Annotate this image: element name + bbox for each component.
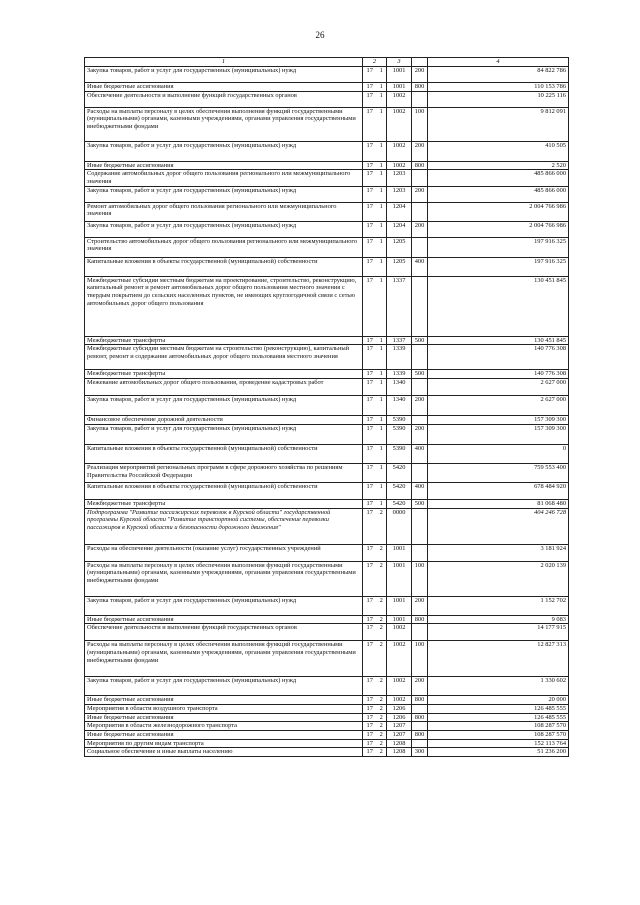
row-expense-type: [412, 463, 428, 482]
row-section: 17: [363, 544, 377, 561]
row-name: Межевание автомобильных дорог общего пользования, проведение кадастровых работ: [85, 379, 363, 396]
row-target-article: 1206: [387, 713, 412, 722]
row-subsection: 1: [377, 221, 387, 237]
table-row: [85, 186, 569, 202]
row-subsection: 2: [377, 561, 387, 596]
row-expense-type: [412, 170, 428, 186]
row-expense-type: [412, 416, 428, 425]
row-name: Закупка товаров, работ и услуг для государственных (муниципальных) нужд: [85, 67, 363, 83]
table-row: [85, 370, 569, 379]
row-target-article: 1002: [387, 696, 412, 705]
row-amount: 759 553 400: [428, 463, 569, 482]
row-expense-type: [412, 508, 428, 544]
row-subsection: 2: [377, 739, 387, 748]
row-target-article: 1339: [387, 370, 412, 379]
row-name: Закупка товаров, работ и услуг для государственных (муниципальных) нужд: [85, 186, 363, 202]
table-row: [85, 561, 569, 596]
row-expense-type: [412, 624, 428, 641]
row-target-article: 1205: [387, 257, 412, 276]
row-amount: 126 485 555: [428, 704, 569, 713]
row-section: 17: [363, 83, 377, 92]
row-name: Межбюджетные субсидии местным бюджетам на проектирование, строительство, реконструкцию, капитальный ремонт и ремонт автомобильных дорог общего пользования местного значения с твердым покрытием до сельских населенных пунктов, не имеющих круглогодичной связи с сетью автомобильных дорог общего пользования: [85, 276, 363, 336]
row-expense-type: 500: [412, 499, 428, 508]
row-target-article: 5420: [387, 499, 412, 508]
row-target-article: 1002: [387, 107, 412, 141]
row-section: 17: [363, 221, 377, 237]
row-subsection: 1: [377, 424, 387, 444]
row-name: Ремонт автомобильных дорог общего пользования регионального или межмуниципального значения: [85, 202, 363, 221]
row-target-article: 1340: [387, 379, 412, 396]
row-expense-type: [412, 202, 428, 221]
row-section: 17: [363, 370, 377, 379]
row-amount: 108 287 570: [428, 722, 569, 731]
row-amount: 3 181 924: [428, 544, 569, 561]
table-row: [85, 463, 569, 482]
row-target-article: 5420: [387, 463, 412, 482]
row-expense-type: 800: [412, 713, 428, 722]
row-name: Обеспечение деятельности и выполнение функций государственных органов: [85, 624, 363, 641]
row-amount: 410 505: [428, 141, 569, 161]
row-subsection: 2: [377, 641, 387, 677]
row-subsection: 1: [377, 482, 387, 499]
row-target-article: 1002: [387, 161, 412, 170]
table-row: [85, 508, 569, 544]
row-name: Расходы на выплаты персоналу в целях обеспечения выполнения функций государственными (муниципальными) органами, казенными учреждениями, органами управления государственными внебюджетными фондами: [85, 107, 363, 141]
row-expense-type: 400: [412, 257, 428, 276]
row-name: Межбюджетные трансферты: [85, 370, 363, 379]
page-number: 26: [315, 30, 325, 40]
row-section: 17: [363, 424, 377, 444]
row-target-article: 1337: [387, 276, 412, 336]
row-amount: 51 236 200: [428, 748, 569, 757]
table-row: [85, 641, 569, 677]
row-amount: 1 330 602: [428, 677, 569, 696]
row-subsection: 2: [377, 544, 387, 561]
row-section: 17: [363, 336, 377, 345]
table-row: [85, 444, 569, 463]
row-target-article: 1001: [387, 615, 412, 624]
row-section: 17: [363, 739, 377, 748]
row-target-article: 1340: [387, 396, 412, 416]
row-amount: 130 451 845: [428, 336, 569, 345]
row-amount: 485 866 000: [428, 170, 569, 186]
row-subsection: 1: [377, 444, 387, 463]
row-name: Иные бюджетные ассигнования: [85, 730, 363, 739]
row-section: 17: [363, 624, 377, 641]
row-subsection: 1: [377, 345, 387, 370]
row-expense-type: 100: [412, 561, 428, 596]
row-amount: 1 152 702: [428, 596, 569, 615]
row-subsection: 1: [377, 91, 387, 107]
row-target-article: 5390: [387, 416, 412, 425]
row-target-article: 1204: [387, 202, 412, 221]
table-row: [85, 83, 569, 92]
row-subsection: 1: [377, 186, 387, 202]
table-row: [85, 91, 569, 107]
table-row: [85, 416, 569, 425]
row-amount: 2 627 000: [428, 379, 569, 396]
row-amount: 157 309 300: [428, 416, 569, 425]
row-target-article: 1001: [387, 596, 412, 615]
table-row: [85, 615, 569, 624]
row-target-article: 1001: [387, 544, 412, 561]
table-row: [85, 170, 569, 186]
row-subsection: 1: [377, 396, 387, 416]
header-col-2: 2: [363, 58, 387, 67]
row-target-article: 1337: [387, 336, 412, 345]
row-name: Подпрограмма "Развитие пассажирских перевозок в Курской области" государственной программы Курской области "Развитие транспортной системы, обеспечение перевозки пассажиров в Курской области и безопасности дорожного движения": [85, 508, 363, 544]
row-target-article: 1207: [387, 730, 412, 739]
header-col-4: 4: [428, 58, 569, 67]
row-section: 17: [363, 91, 377, 107]
table-row: [85, 624, 569, 641]
row-expense-type: [412, 237, 428, 257]
row-section: 17: [363, 641, 377, 677]
row-subsection: 1: [377, 161, 387, 170]
header-col-3: 3: [387, 58, 412, 67]
row-subsection: 2: [377, 596, 387, 615]
row-target-article: 1207: [387, 722, 412, 731]
row-amount: 678 484 920: [428, 482, 569, 499]
row-section: 17: [363, 713, 377, 722]
row-subsection: 2: [377, 748, 387, 757]
row-section: 17: [363, 730, 377, 739]
table-row: [85, 161, 569, 170]
row-expense-type: 200: [412, 677, 428, 696]
row-target-article: 1002: [387, 677, 412, 696]
row-name: Реализация мероприятий региональных программ в сфере дорожного хозяйства по решениям Правительства Российской Федерации: [85, 463, 363, 482]
table-row: [85, 677, 569, 696]
row-section: 17: [363, 186, 377, 202]
row-section: 17: [363, 276, 377, 336]
row-amount: 12 827 313: [428, 641, 569, 677]
row-amount: 157 309 300: [428, 424, 569, 444]
row-expense-type: 800: [412, 730, 428, 739]
table-row: [85, 336, 569, 345]
row-amount: 81 068 480: [428, 499, 569, 508]
table-row: [85, 202, 569, 221]
row-section: 17: [363, 463, 377, 482]
row-amount: 126 485 555: [428, 713, 569, 722]
row-subsection: 1: [377, 83, 387, 92]
row-subsection: 2: [377, 722, 387, 731]
row-subsection: 2: [377, 713, 387, 722]
row-name: Строительство автомобильных дорог общего пользования регионального или межмуниципального значения: [85, 237, 363, 257]
row-expense-type: 200: [412, 141, 428, 161]
row-amount: 140 776 308: [428, 345, 569, 370]
row-subsection: 1: [377, 370, 387, 379]
row-section: 17: [363, 396, 377, 416]
table-row: [85, 141, 569, 161]
row-target-article: 1002: [387, 641, 412, 677]
row-subsection: 1: [377, 499, 387, 508]
row-expense-type: 800: [412, 696, 428, 705]
table-row: [85, 237, 569, 257]
row-expense-type: 300: [412, 748, 428, 757]
row-name: Иные бюджетные ассигнования: [85, 83, 363, 92]
row-subsection: 1: [377, 67, 387, 83]
row-expense-type: [412, 276, 428, 336]
row-amount: 2 004 766 986: [428, 221, 569, 237]
row-name: Закупка товаров, работ и услуг для государственных (муниципальных) нужд: [85, 396, 363, 416]
row-amount: 2 627 000: [428, 396, 569, 416]
row-name: Закупка товаров, работ и услуг для государственных (муниципальных) нужд: [85, 596, 363, 615]
row-expense-type: 800: [412, 83, 428, 92]
row-expense-type: 500: [412, 336, 428, 345]
row-subsection: 1: [377, 276, 387, 336]
row-name: Мероприятия в области воздушного транспорта: [85, 704, 363, 713]
row-name: Мероприятия в области железнодорожного транспорта: [85, 722, 363, 731]
row-amount: 404 246 728: [428, 508, 569, 544]
table-row: [85, 276, 569, 336]
row-name: Расходы на выплаты персоналу в целях обеспечения выполнения функций государственными (муниципальными) органами, казенными учреждениями, органами управления государственными внебюджетными фондами: [85, 641, 363, 677]
row-name: Иные бюджетные ассигнования: [85, 713, 363, 722]
row-section: 17: [363, 704, 377, 713]
row-target-article: 1206: [387, 704, 412, 713]
row-section: 17: [363, 161, 377, 170]
header-col-blank: [412, 58, 428, 67]
row-amount: 152 113 764: [428, 739, 569, 748]
row-name: Содержание автомобильных дорог общего пользования регионального или межмуниципального значения: [85, 170, 363, 186]
row-subsection: 2: [377, 508, 387, 544]
row-target-article: 1208: [387, 739, 412, 748]
row-amount: 110 153 786: [428, 83, 569, 92]
row-section: 17: [363, 499, 377, 508]
row-section: 17: [363, 379, 377, 396]
row-subsection: 2: [377, 615, 387, 624]
row-expense-type: 400: [412, 444, 428, 463]
row-target-article: 1204: [387, 221, 412, 237]
row-section: 17: [363, 696, 377, 705]
row-name: Капитальные вложения в объекты государственной (муниципальной) собственности: [85, 257, 363, 276]
row-section: 17: [363, 596, 377, 615]
row-amount: 0: [428, 444, 569, 463]
row-subsection: 1: [377, 170, 387, 186]
row-subsection: 1: [377, 107, 387, 141]
row-expense-type: 500: [412, 370, 428, 379]
row-expense-type: [412, 345, 428, 370]
row-section: 17: [363, 508, 377, 544]
row-amount: 9 083: [428, 615, 569, 624]
row-target-article: 1208: [387, 748, 412, 757]
row-target-article: 1001: [387, 67, 412, 83]
row-target-article: 1203: [387, 186, 412, 202]
row-expense-type: 800: [412, 161, 428, 170]
row-name: Межбюджетные трансферты: [85, 336, 363, 345]
row-name: Закупка товаров, работ и услуг для государственных (муниципальных) нужд: [85, 677, 363, 696]
row-section: 17: [363, 416, 377, 425]
table-row: [85, 739, 569, 748]
row-name: Межбюджетные трансферты: [85, 499, 363, 508]
row-amount: 197 916 325: [428, 237, 569, 257]
row-name: Капитальные вложения в объекты государственной (муниципальной) собственности: [85, 444, 363, 463]
row-name: Закупка товаров, работ и услуг для государственных (муниципальных) нужд: [85, 141, 363, 161]
row-amount: 485 866 000: [428, 186, 569, 202]
table-row: [85, 696, 569, 705]
table-row: [85, 67, 569, 83]
row-section: 17: [363, 141, 377, 161]
table-row: [85, 748, 569, 757]
row-section: 17: [363, 677, 377, 696]
row-expense-type: 100: [412, 107, 428, 141]
row-section: 17: [363, 257, 377, 276]
row-expense-type: 200: [412, 424, 428, 444]
row-target-article: 5390: [387, 444, 412, 463]
row-subsection: 1: [377, 202, 387, 221]
row-amount: 10 225 116: [428, 91, 569, 107]
row-name: Иные бюджетные ассигнования: [85, 615, 363, 624]
row-amount: 20 000: [428, 696, 569, 705]
row-expense-type: [412, 722, 428, 731]
table-row: [85, 424, 569, 444]
table-row: [85, 730, 569, 739]
row-section: 17: [363, 345, 377, 370]
row-name: Обеспечение деятельности и выполнение функций государственных органов: [85, 91, 363, 107]
row-name: Расходы на выплаты персоналу в целях обеспечения выполнения функций государственными (муниципальными) органами, казенными учреждениями, органами управления государственными внебюджетными фондами: [85, 561, 363, 596]
row-name: Межбюджетные субсидии местным бюджетам на строительство (реконструкцию), капитальный ремонт, ремонт и содержание автомобильных дорог общего пользования местного значения: [85, 345, 363, 370]
row-target-article: 0000: [387, 508, 412, 544]
row-subsection: 1: [377, 463, 387, 482]
row-amount: 2 004 766 986: [428, 202, 569, 221]
row-expense-type: [412, 544, 428, 561]
row-name: Иные бюджетные ассигнования: [85, 161, 363, 170]
row-section: 17: [363, 202, 377, 221]
row-expense-type: 100: [412, 641, 428, 677]
row-expense-type: 200: [412, 596, 428, 615]
row-subsection: 1: [377, 416, 387, 425]
row-name: Закупка товаров, работ и услуг для государственных (муниципальных) нужд: [85, 221, 363, 237]
table-row: [85, 396, 569, 416]
row-expense-type: [412, 379, 428, 396]
table-row: [85, 221, 569, 237]
row-amount: 2 520: [428, 161, 569, 170]
row-subsection: 2: [377, 677, 387, 696]
table-row: [85, 544, 569, 561]
table-row: [85, 722, 569, 731]
row-name: Закупка товаров, работ и услуг для государственных (муниципальных) нужд: [85, 424, 363, 444]
row-subsection: 1: [377, 336, 387, 345]
row-subsection: 1: [377, 257, 387, 276]
row-section: 17: [363, 615, 377, 624]
row-section: 17: [363, 170, 377, 186]
row-subsection: 2: [377, 696, 387, 705]
row-target-article: 1002: [387, 91, 412, 107]
row-amount: 140 776 308: [428, 370, 569, 379]
row-subsection: 1: [377, 141, 387, 161]
table-header: [85, 58, 569, 67]
table-row: [85, 482, 569, 499]
row-name: Капитальные вложения в объекты государственной (муниципальной) собственности: [85, 482, 363, 499]
row-target-article: 5390: [387, 424, 412, 444]
row-target-article: 1001: [387, 83, 412, 92]
table-row: [85, 345, 569, 370]
budget-table: [84, 57, 569, 757]
table-row: [85, 713, 569, 722]
row-section: 17: [363, 561, 377, 596]
row-expense-type: [412, 739, 428, 748]
row-target-article: 1002: [387, 624, 412, 641]
row-section: 17: [363, 482, 377, 499]
row-name: Расходы на обеспечение деятельности (оказание услуг) государственных учреждений: [85, 544, 363, 561]
row-section: 17: [363, 67, 377, 83]
row-expense-type: [412, 91, 428, 107]
row-section: 17: [363, 722, 377, 731]
row-section: 17: [363, 107, 377, 141]
row-name: Иные бюджетные ассигнования: [85, 696, 363, 705]
row-name: Мероприятия по другим видам транспорта: [85, 739, 363, 748]
table-row: [85, 596, 569, 615]
header-col-1: 1: [85, 58, 363, 67]
row-expense-type: 200: [412, 396, 428, 416]
row-target-article: 1001: [387, 561, 412, 596]
row-target-article: 5420: [387, 482, 412, 499]
row-section: 17: [363, 748, 377, 757]
row-amount: 197 916 325: [428, 257, 569, 276]
table-row: [85, 704, 569, 713]
row-section: 17: [363, 444, 377, 463]
row-target-article: 1205: [387, 237, 412, 257]
row-target-article: 1203: [387, 170, 412, 186]
row-name: Социальное обеспечение и иные выплаты населению: [85, 748, 363, 757]
row-expense-type: [412, 704, 428, 713]
row-subsection: 2: [377, 624, 387, 641]
table-row: [85, 257, 569, 276]
row-name: Финансовое обеспечение дорожной деятельности: [85, 416, 363, 425]
table-row: [85, 499, 569, 508]
row-section: 17: [363, 237, 377, 257]
row-amount: 14 177 915: [428, 624, 569, 641]
row-amount: 9 812 091: [428, 107, 569, 141]
row-target-article: 1002: [387, 141, 412, 161]
row-amount: 130 451 845: [428, 276, 569, 336]
row-target-article: 1339: [387, 345, 412, 370]
row-amount: 108 287 570: [428, 730, 569, 739]
table-body: [85, 67, 569, 757]
row-expense-type: 800: [412, 615, 428, 624]
row-subsection: 1: [377, 237, 387, 257]
table-row: [85, 379, 569, 396]
row-subsection: 1: [377, 379, 387, 396]
table-row: [85, 107, 569, 141]
row-amount: 84 822 786: [428, 67, 569, 83]
row-expense-type: 200: [412, 67, 428, 83]
row-amount: 2 020 139: [428, 561, 569, 596]
row-expense-type: 400: [412, 482, 428, 499]
row-subsection: 2: [377, 730, 387, 739]
row-subsection: 2: [377, 704, 387, 713]
row-expense-type: 200: [412, 186, 428, 202]
row-expense-type: 200: [412, 221, 428, 237]
